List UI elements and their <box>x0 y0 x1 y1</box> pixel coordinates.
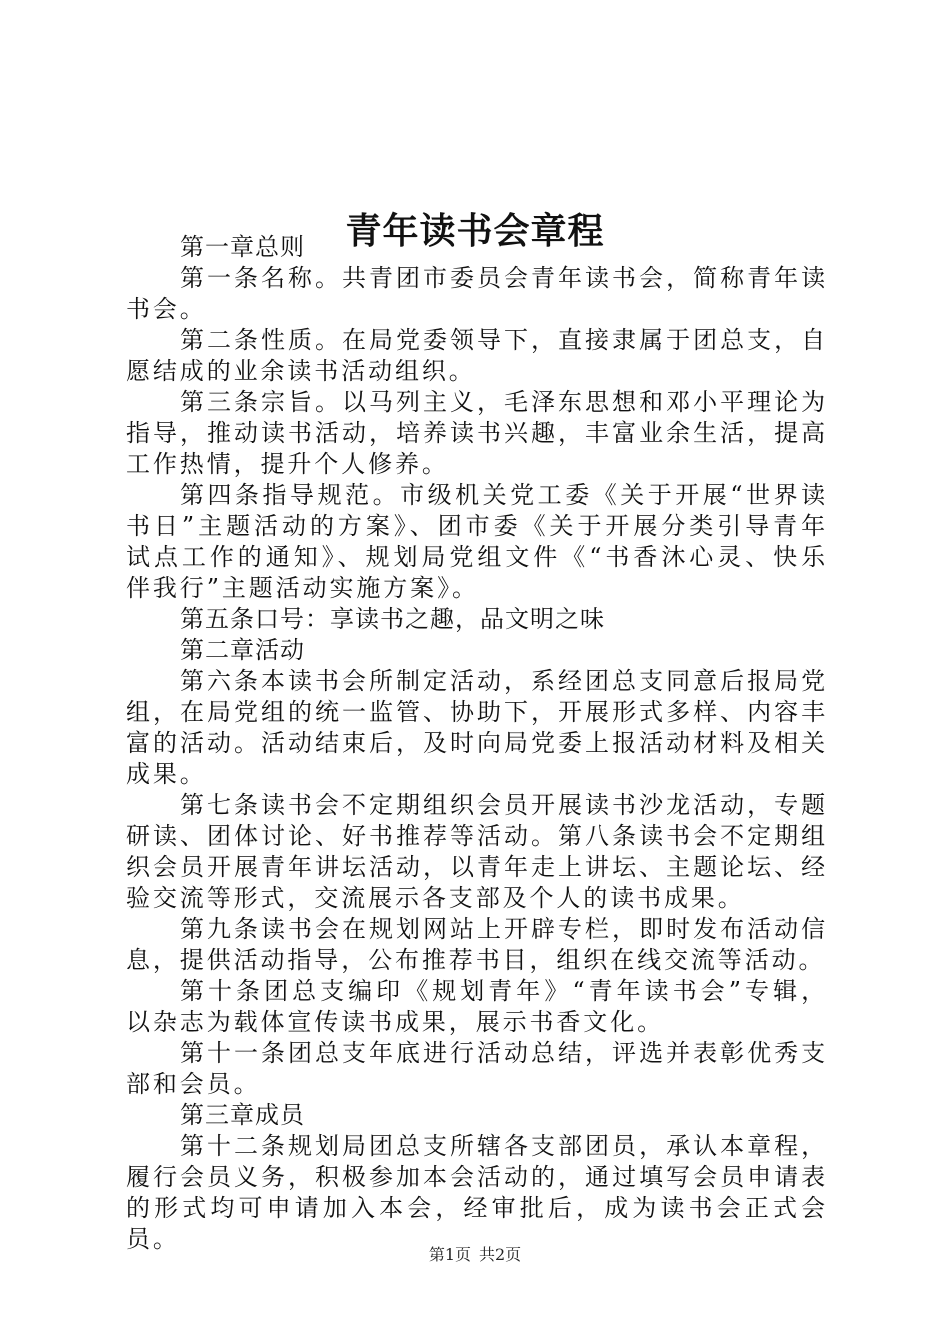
article-1: 第一条名称。共青团市委员会青年读书会，简称青年读书会。 <box>126 264 828 323</box>
document-title: 青年读书会章程 <box>345 210 605 253</box>
document-body <box>126 232 828 1255</box>
article-10: 第十条团总支编印《规划青年》“青年读书会”专辑，以杂志为载体宣传读书成果，展示书香文化。 <box>126 977 828 1036</box>
article-12: 第十二条规划局团总支所辖各支部团员，承认本章程，履行会员义务，积极参加本会活动的，通过填写会员申请表的形式均可申请加入本会，经审批后，成为读书会正式会员。 <box>126 1132 828 1253</box>
page-number: 第1页 <box>428 1245 471 1264</box>
article-2: 第二条性质。在局党委领导下，直接隶属于团总支，自愿结成的业余读书活动组织。 <box>126 326 828 385</box>
chapter-heading-2: 第二章活动 <box>180 636 305 664</box>
chapter-heading-3: 第三章成员 <box>180 1101 305 1129</box>
article-7-8: 第七条读书会不定期组织会员开展读书沙龙活动，专题研读、团体讨论、好书推荐等活动。第八条读书会不定期组织会员开展青年讲坛活动，以青年走上讲坛、主题论坛、经验交流等形式，交流展示各支部及个人的读书成果。 <box>126 791 828 912</box>
page-total: 共2页 <box>479 1245 522 1264</box>
article-4: 第四条指导规范。市级机关党工委《关于开展“世界读书日”主题活动的方案》、团市委《关于开展分类引导青年试点工作的通知》、规划局党组文件《“书香沐心灵、快乐伴我行”主题活动实施方案》。 <box>126 481 828 602</box>
article-3: 第三条宗旨。以马列主义，毛泽东思想和邓小平理论为指导，推动读书活动，培养读书兴趣，丰富业余生活，提高工作热情，提升个人修养。 <box>126 388 828 478</box>
article-9: 第九条读书会在规划网站上开辟专栏，即时发布活动信息，提供活动指导，公布推荐书目，组织在线交流等活动。 <box>126 915 828 974</box>
page-footer <box>0 1244 950 1266</box>
article-5: 第五条口号：享读书之趣，品文明之味 <box>180 605 605 633</box>
article-11: 第十一条团总支年底进行活动总结，评选并表彰优秀支部和会员。 <box>126 1039 828 1098</box>
article-6: 第六条本读书会所制定活动，系经团总支同意后报局党组，在局党组的统一监管、协助下，开展形式多样、内容丰富的活动。活动结束后，及时向局党委上报活动材料及相关成果。 <box>126 667 828 788</box>
chapter-heading-1: 第一章总则 <box>180 233 305 261</box>
